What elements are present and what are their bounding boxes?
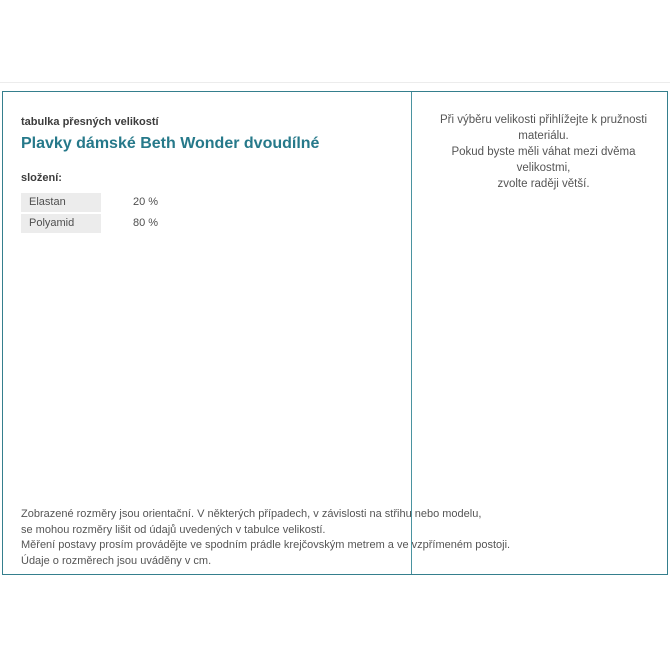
advice-line: Pokud byste měli váhat mezi dvěma velikostmi, [451, 146, 636, 174]
disclaimer-line: se mohou rozměry lišit od údajů uvedených v tabulce velikostí. [21, 523, 326, 536]
table-row [21, 193, 393, 212]
material-percent-cell: 80 % [133, 217, 159, 229]
top-separator-line [0, 82, 670, 83]
advice-line: zvolte raději větší. [497, 178, 590, 190]
panel-right-column [412, 92, 667, 574]
material-percent-cell: 20 % [133, 196, 159, 208]
disclaimer-line: Zobrazené rozměry jsou orientační. V některých případech, v závislosti na střihu nebo modelu, [21, 508, 482, 520]
advice-line: Při výběru velikosti přihlížejte k pružnosti materiálu. [439, 114, 648, 142]
product-title: Plavky dámské Beth Wonder dvoudílné [21, 135, 320, 152]
panel-left-column [3, 92, 511, 574]
disclaimer-text [21, 507, 510, 569]
size-table-label: tabulka přesných velikostí [21, 116, 159, 128]
composition-heading: složení: [21, 172, 62, 184]
material-name-cell: Elastan [21, 193, 101, 212]
material-name-cell: Polyamid [21, 214, 101, 233]
composition-table [21, 193, 393, 233]
disclaimer-line: Měření postavy prosím provádějte ve spodním prádle krejčovským metrem a ve vzpřímeném postoji. [21, 539, 511, 551]
size-table-panel [2, 91, 668, 575]
table-row [21, 214, 393, 233]
disclaimer-line: Údaje o rozměrech jsou uváděny v cm. [21, 554, 212, 567]
